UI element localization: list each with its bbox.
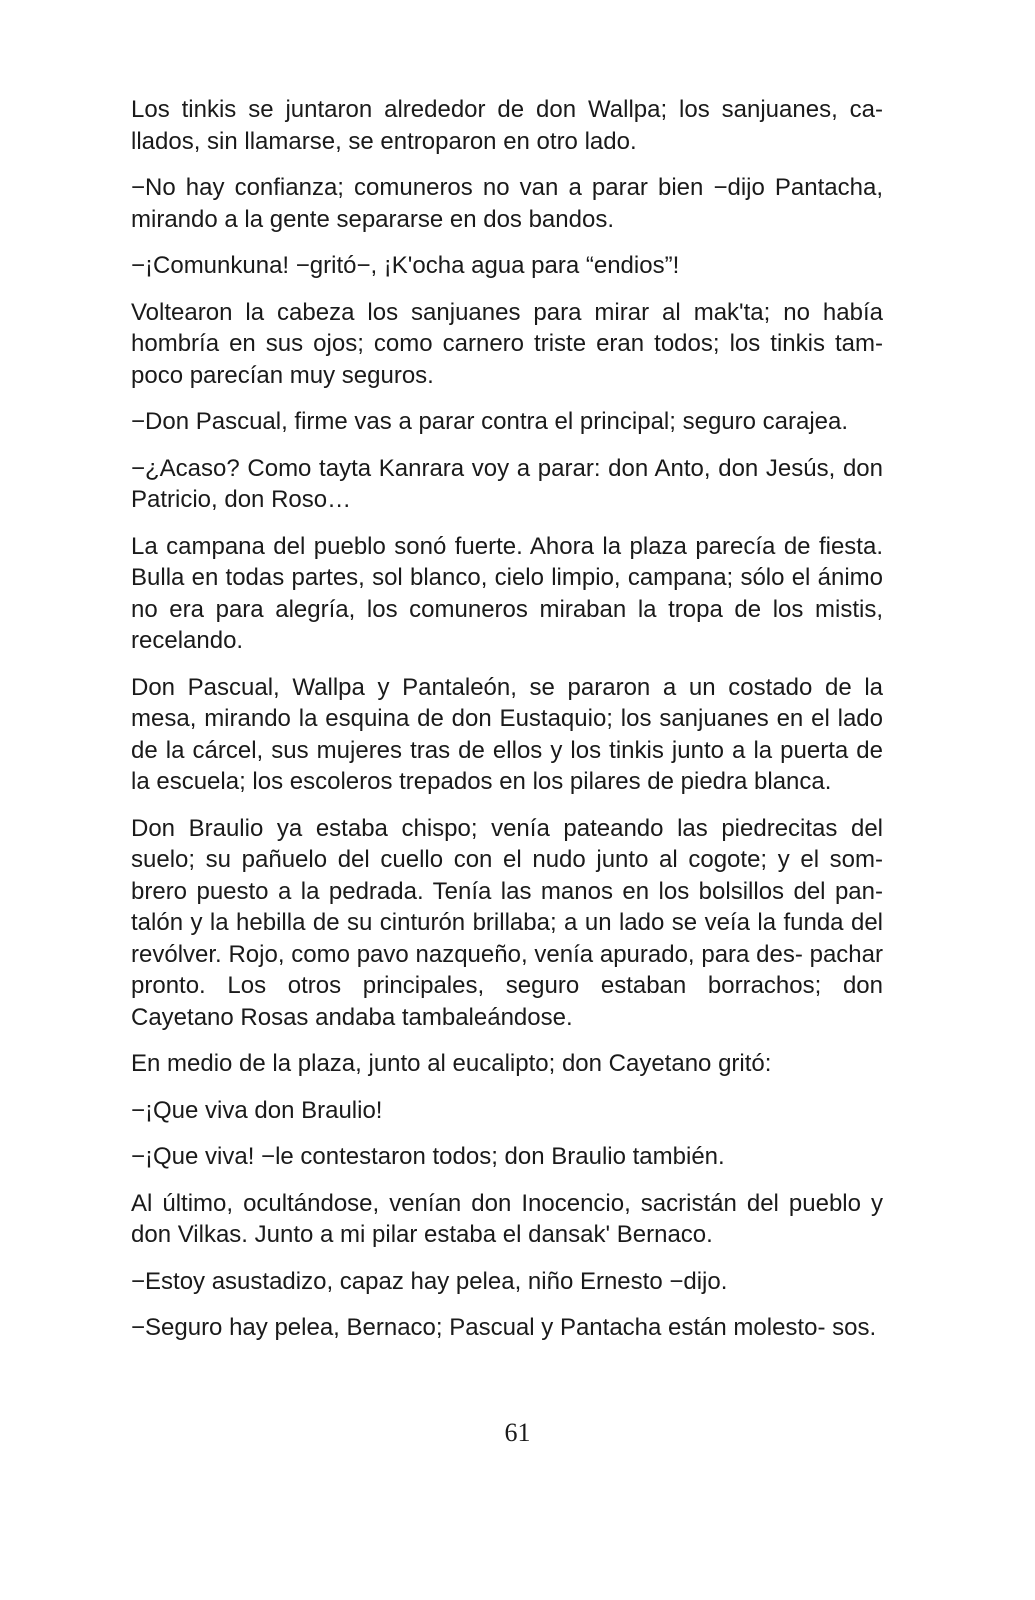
paragraph: −Don Pascual, firme vas a parar contra el principal; seguro carajea.: [131, 408, 849, 435]
paragraph: −¿Acaso? Como tayta Kanrara voy a parar: don Anto, don Jesús, don Patricio, don Roso…: [131, 454, 883, 513]
paragraph: −Estoy asustadizo, capaz hay pelea, niño Ernesto −dijo.: [131, 1267, 728, 1295]
page-number: 61: [504, 1418, 531, 1447]
paragraph: −¡Que viva don Braulio!: [131, 1096, 383, 1124]
paragraph: −¡Comunkuna! −gritó−, ¡K'ocha agua para “endios”!: [131, 252, 680, 279]
paragraph: La campana del pueblo sonó fuerte. Ahora la plaza parecía de fiesta. Bulla en todas partes, sol blanco, cielo limpio, campana; sólo el ánimo no era para alegría, los comuneros miraban la tropa de los mistis, recelando.: [131, 532, 883, 654]
paragraph: Al último, ocultándose, venían don Inocencio, sacristán del pueblo y don Vilkas. Junto a mi pilar estaba el dansak' Bernaco.: [131, 1189, 883, 1248]
paragraph: −No hay confianza; comuneros no van a parar bien −dijo Pantacha, mirando a la gente separarse en dos bandos.: [131, 174, 883, 233]
paragraph: Don Braulio ya estaba chispo; venía pateando las piedrecitas del suelo; su pañuelo del cuello con el nudo junto al cogote; y el som- brero puesto a la pedrada. Tenía las manos en los bolsillos del pan- talón y la hebilla de su cinturón brillaba; a un lado se veía la funda del revólver. Rojo, como pavo nazqueño, venía apurado, para des- pachar pronto. Los otros principales, seguro estaban borrachos; don Cayetano Rosas andaba tambaleándose.: [131, 814, 883, 1031]
paragraph: −Seguro hay pelea, Bernaco; Pascual y Pantacha están molesto- sos.: [131, 1314, 877, 1341]
paragraph: En medio de la plaza, junto al eucalipto; don Cayetano gritó:: [131, 1050, 772, 1077]
paragraph: −¡Que viva! −le contestaron todos; don Braulio también.: [131, 1143, 725, 1170]
book-page-body: [131, 94, 883, 1359]
paragraph: Los tinkis se juntaron alrededor de don Wallpa; los sanjuanes, ca- llados, sin llamarse, se entroparon en otro lado.: [131, 96, 883, 155]
paragraph: Voltearon la cabeza los sanjuanes para mirar al mak'ta; no había hombría en sus ojos; como carnero triste eran todos; los tinkis tam- poco parecían muy seguros.: [131, 298, 883, 389]
paragraph: Don Pascual, Wallpa y Pantaleón, se pararon a un costado de la mesa, mirando la esquina de don Eustaquio; los sanjuanes en el lado de la cárcel, sus mujeres tras de ellos y los tinkis junto a la puerta de la escuela; los escoleros trepados en los pilares de piedra blanca.: [131, 673, 883, 795]
